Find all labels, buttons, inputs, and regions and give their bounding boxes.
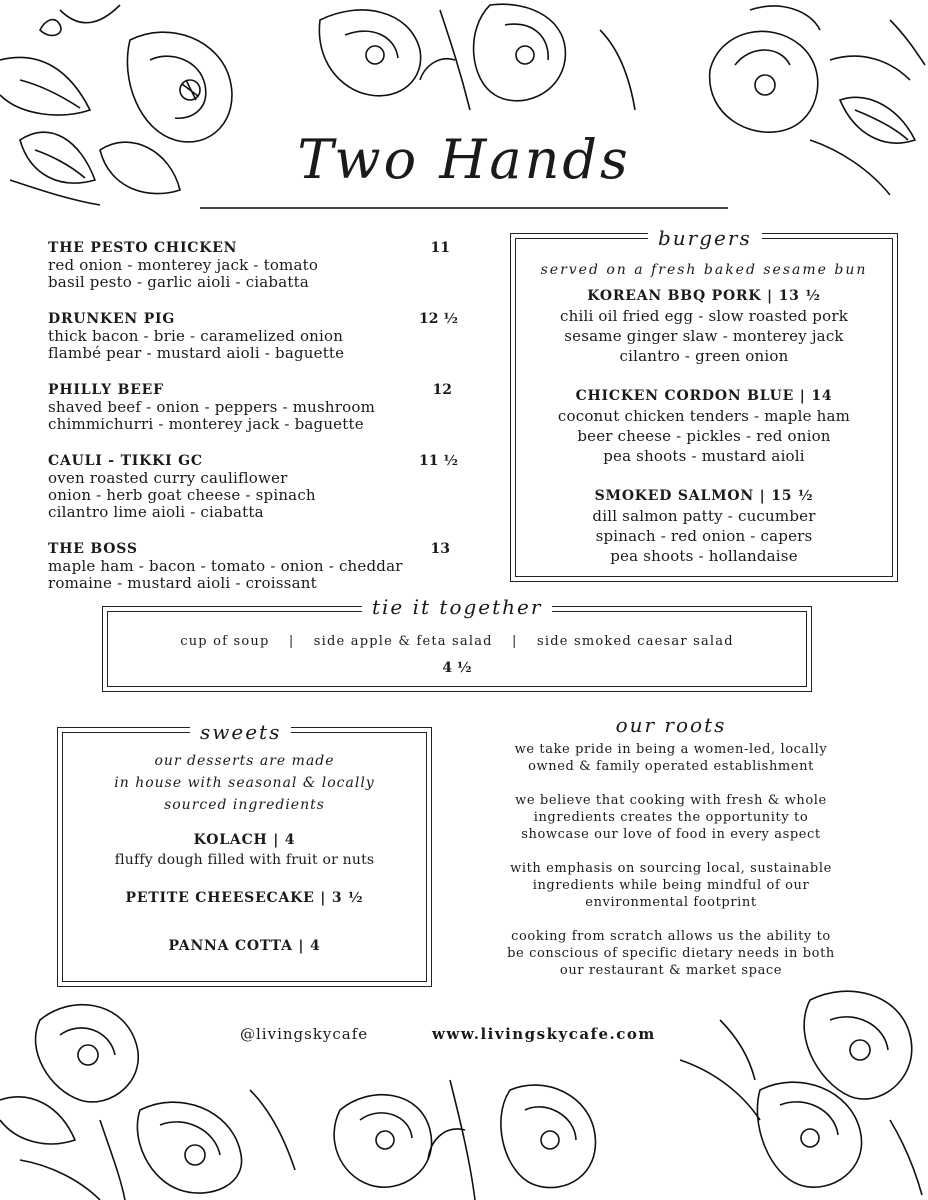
burger-desc-line: sesame ginger slaw - monterey jack <box>564 327 844 345</box>
item-desc-line: chimmichurri - monterey jack - baguette <box>48 415 364 433</box>
burger-desc-line: dill salmon patty - cucumber <box>592 507 816 525</box>
burger-desc-line: spinach - red onion - capers <box>595 527 813 545</box>
sandwich-list <box>48 240 468 612</box>
roots-line: ingredients creates the opportunity to <box>533 810 809 825</box>
item-desc-line: red onion - monterey jack - tomato <box>48 256 319 274</box>
menu-item <box>48 453 468 521</box>
separator: | <box>288 634 295 649</box>
menu-item <box>48 541 468 592</box>
sides-options <box>112 634 802 649</box>
roots-line: be conscious of specific dietary needs in both <box>507 946 835 961</box>
item-price: 12 ½ <box>419 311 458 327</box>
menu-item <box>48 311 468 362</box>
sweet-name: KOLACH | 4 <box>193 832 296 848</box>
roots-line: cooking from scratch allows us the ability to <box>511 929 831 944</box>
roots-line: showcase our love of food in every aspect <box>521 827 821 842</box>
roots-line: owned & family operated establishment <box>528 759 814 774</box>
item-name: PHILLY BEEF <box>48 382 164 398</box>
sweets-heading: sweets <box>190 720 291 744</box>
item-price: 12 <box>432 382 452 398</box>
sweet-desc: fluffy dough filled with fruit or nuts <box>114 852 375 868</box>
item-desc-line: flambé pear - mustard aioli - baguette <box>48 344 345 362</box>
roots-line: we take pride in being a women-led, locally <box>514 742 828 757</box>
social-handle[interactable]: @livingskycafe <box>240 1025 369 1043</box>
separator: | <box>512 634 518 649</box>
item-name: THE PESTO CHICKEN <box>48 240 238 256</box>
floral-bottom-right-decoration <box>660 980 928 1200</box>
item-desc-line: romaine - mustard aioli - croissant <box>48 574 317 592</box>
item-name: CAULI - TIKKI GC <box>48 453 203 469</box>
item-price: 13 <box>430 541 450 557</box>
burger-name: CHICKEN CORDON BLUE | 14 <box>575 388 833 404</box>
roots-paragraph <box>486 928 856 979</box>
roots-heading: our roots <box>615 713 727 737</box>
sweets-intro-line: our desserts are made <box>154 753 335 769</box>
roots-paragraph <box>486 741 856 775</box>
menu-item <box>48 382 468 433</box>
item-desc-line: shaved beef - onion - peppers - mushroom <box>48 398 376 416</box>
burger-name: SMOKED SALMON | 15 ½ <box>594 488 814 504</box>
title-divider <box>200 207 728 209</box>
roots-paragraph <box>486 860 856 911</box>
sweet-name: PANNA COTTA | 4 <box>168 938 321 954</box>
burgers-subtitle: served on a fresh baked sesame bun <box>540 262 868 278</box>
burger-desc-line: beer cheese - pickles - red onion <box>577 427 831 445</box>
menu-item <box>48 240 468 291</box>
item-desc-line: oven roasted curry cauliflower <box>48 469 288 487</box>
roots-line: our restaurant & market space <box>559 963 783 978</box>
item-price: 11 <box>430 240 450 256</box>
item-desc-line: onion - herb goat cheese - spinach <box>48 486 316 504</box>
burger-desc-line: coconut chicken tenders - maple ham <box>557 407 851 425</box>
floral-top-center-decoration <box>300 0 640 125</box>
roots-paragraph <box>486 792 856 843</box>
roots-line: environmental footprint <box>585 895 757 910</box>
sweets-intro-line: sourced ingredients <box>164 797 325 813</box>
roots-content <box>486 741 856 996</box>
sweets-intro-line: in house with seasonal & locally <box>114 775 375 791</box>
burger-desc-line: cilantro - green onion <box>619 347 789 365</box>
sides-price: 4 ½ <box>442 660 472 676</box>
side-option: side smoked caesar salad <box>536 634 734 649</box>
item-desc-line: maple ham - bacon - tomato - onion - cheddar <box>48 557 403 575</box>
menu-title: Two Hands <box>297 128 631 191</box>
sides-heading: tie it together <box>362 595 552 619</box>
item-name: THE BOSS <box>48 541 138 557</box>
burgers-heading: burgers <box>648 226 762 250</box>
item-desc-line: basil pesto - garlic aioli - ciabatta <box>48 273 309 291</box>
roots-line: ingredients while being mindful of our <box>532 878 810 893</box>
burgers-content <box>520 262 888 566</box>
burger-name: KOREAN BBQ PORK | 13 ½ <box>587 288 821 304</box>
burger-desc-line: pea shoots - mustard aioli <box>603 447 805 465</box>
item-name: DRUNKEN PIG <box>48 311 176 327</box>
website-link[interactable]: www.livingskycafe.com <box>432 1025 656 1043</box>
side-option: cup of soup <box>180 634 270 649</box>
sweet-name: PETITE CHEESECAKE | 3 ½ <box>125 890 364 906</box>
burger-desc-line: pea shoots - hollandaise <box>610 547 798 565</box>
floral-bottom-center-decoration <box>320 1060 620 1200</box>
burger-desc-line: chili oil fried egg - slow roasted pork <box>559 307 848 325</box>
item-desc-line: thick bacon - brie - caramelized onion <box>48 327 344 345</box>
floral-bottom-left-decoration <box>0 990 300 1200</box>
side-option: side apple & feta salad <box>313 634 493 649</box>
item-price: 11 ½ <box>419 453 458 469</box>
roots-line: with emphasis on sourcing local, sustainable <box>510 861 832 876</box>
item-desc-line: cilantro lime aioli - ciabatta <box>48 503 264 521</box>
sweets-content <box>67 750 422 956</box>
roots-line: we believe that cooking with fresh & whole <box>515 793 827 808</box>
